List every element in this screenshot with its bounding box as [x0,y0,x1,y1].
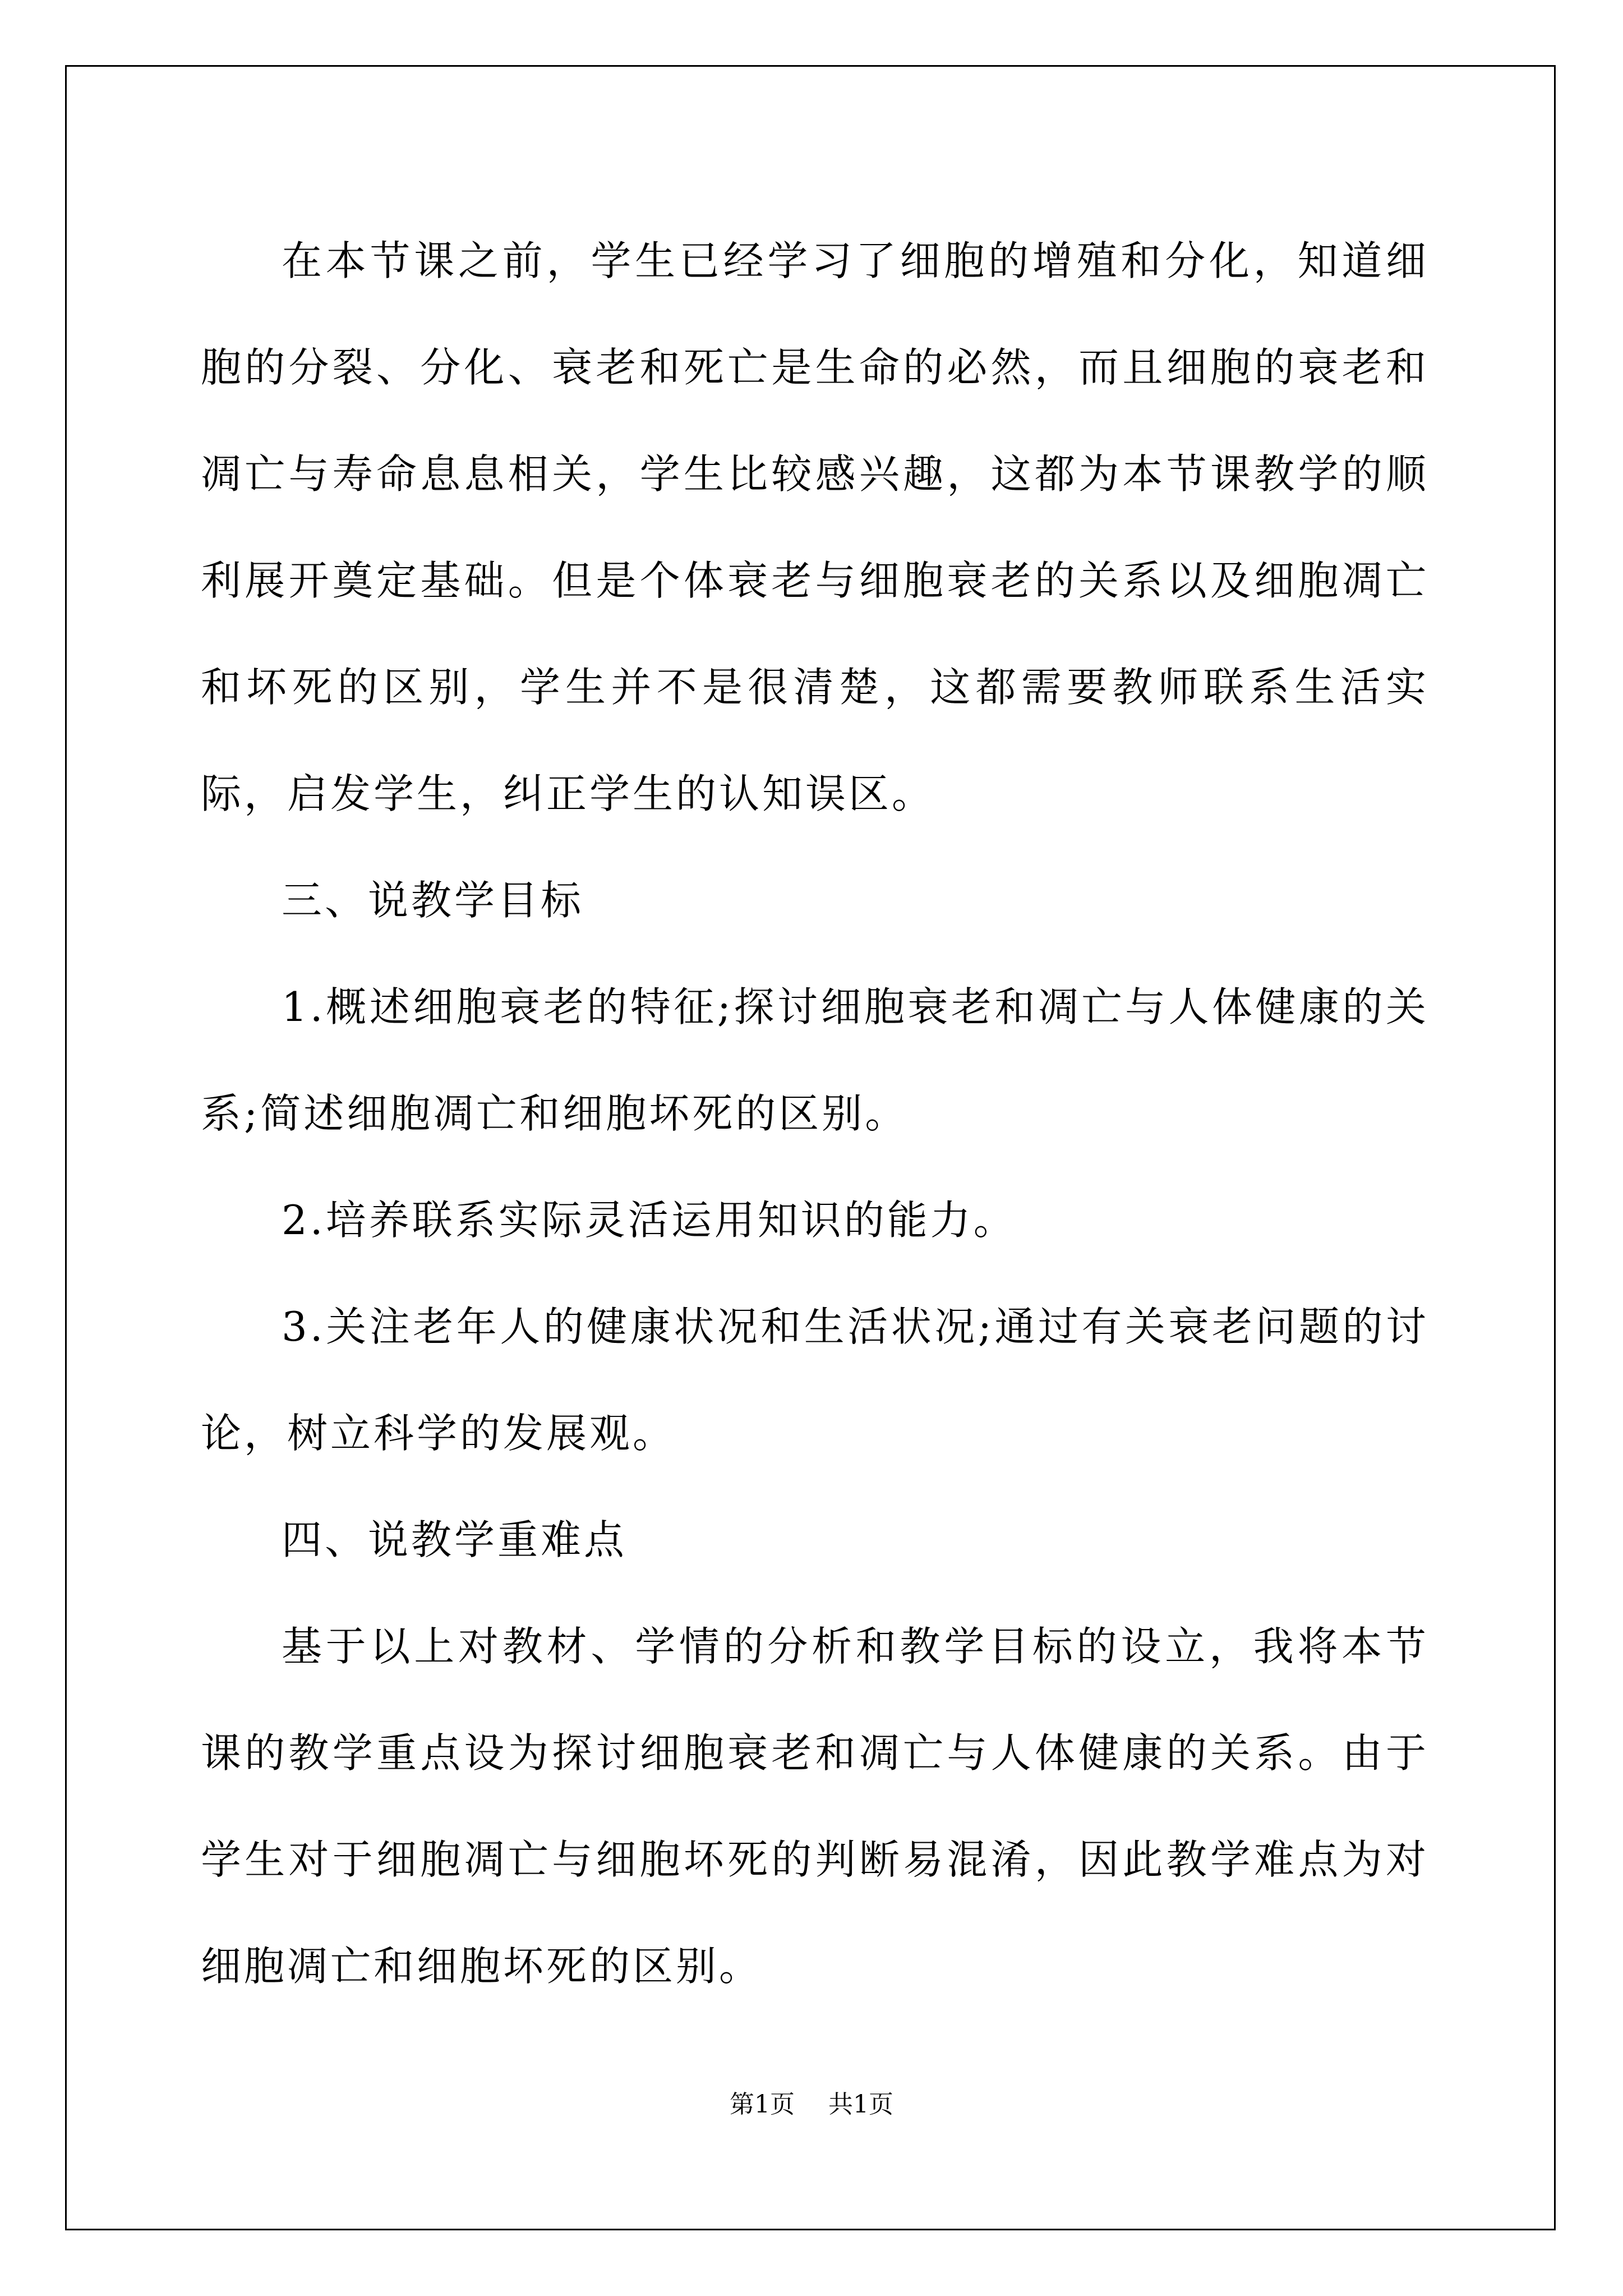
section-heading-teaching-goals: 三、说教学目标 [282,877,584,924]
section-heading-key-points: 四、说教学重难点 [282,1516,628,1563]
goal-item-1: 1.概述细胞衰老的特征;探讨细胞衰老和凋亡与人体健康的关系;简述细胞凋亡和细胞坏死的区别。 [201,983,1429,1137]
document-body [201,208,1429,2019]
page-number-current: 第1页 [730,2090,795,2119]
paragraph-key-points: 基于以上对教材、学情的分析和教学目标的设立，我将本节课的教学重点设为探讨细胞衰老和凋亡与人体健康的关系。由于学生对于细胞凋亡与细胞坏死的判断易混淆，因此教学难点为对细胞凋亡和细胞坏死的区别。 [201,1623,1429,1990]
goal-item-3: 3.关注老年人的健康状况和生活状况;通过有关衰老问题的讨论，树立科学的发展观。 [201,1303,1429,1457]
goal-item-2: 2.培养联系实际灵活运用知识的能力。 [282,1197,1017,1244]
page-footer [0,2088,1623,2122]
paragraph-learner-analysis: 在本节课之前，学生已经学习了细胞的增殖和分化，知道细胞的分裂、分化、衰老和死亡是生命的必然，而且细胞的衰老和凋亡与寿命息息相关，学生比较感兴趣，这都为本节课教学的顺利展开奠定基础。但是个体衰老与细胞衰老的关系以及细胞凋亡和坏死的区别，学生并不是很清楚，这都需要教师联系生活实际，启发学生，纠正学生的认知误区。 [201,237,1429,817]
page-number-total: 共1页 [828,2090,893,2119]
